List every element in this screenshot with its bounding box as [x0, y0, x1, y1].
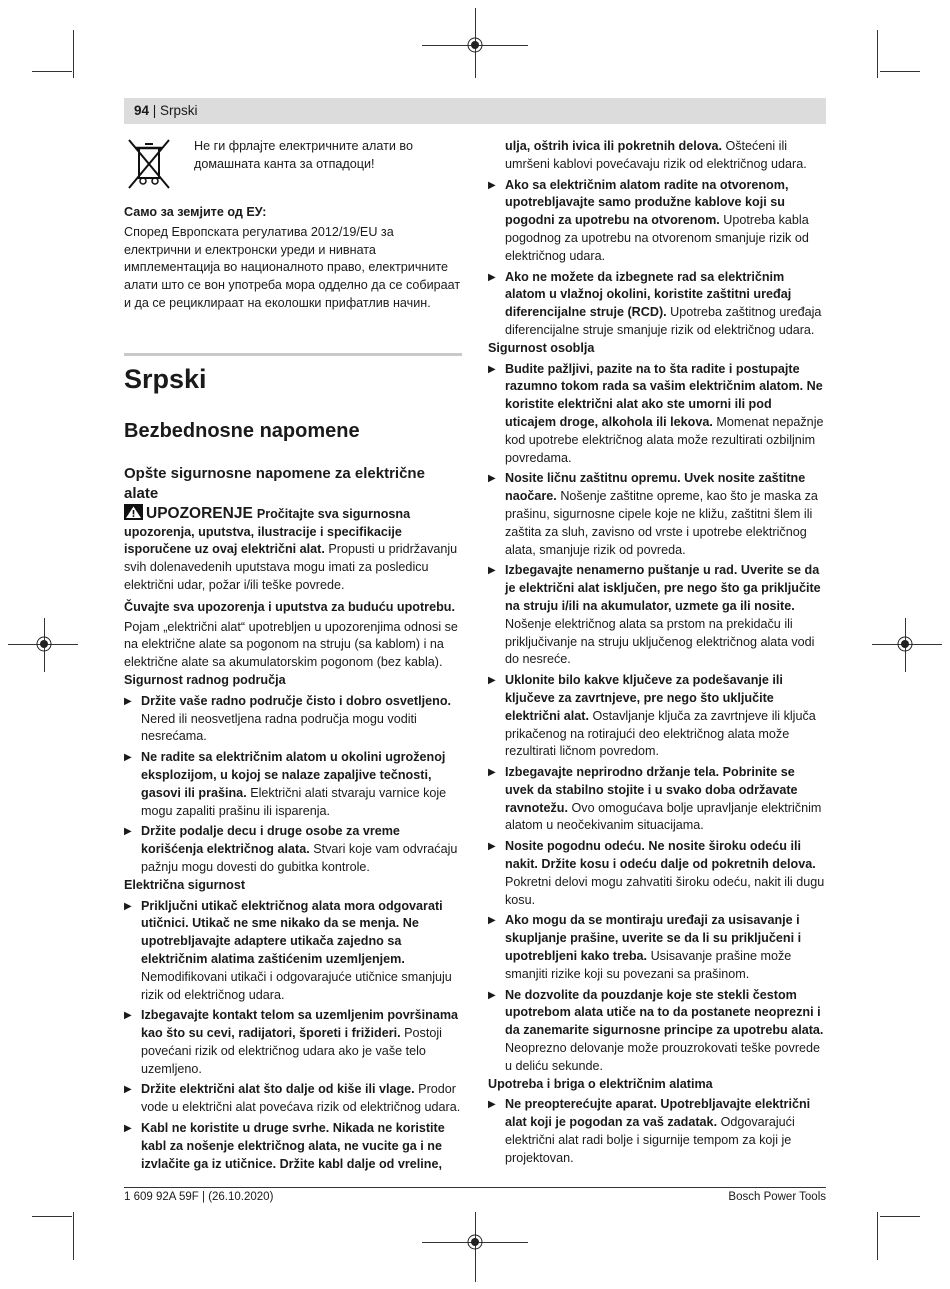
list-item: ▶ Nosite pogodnu odeću. Ne nosite široku odeću ili nakit. Držite kosu i odeću dalje od pokretnih delova. Pokretni delovi mogu zahvatiti široku odeću, nakit ili dugu kosu. — [488, 839, 825, 907]
brand-name: Bosch Power Tools — [728, 1191, 826, 1203]
eu-text: Според Европската регулатива 2012/19/EU за електрични и електронски уреди и нивната имплементација во националното право, електричните алати што се вон употреба мора одделно да се собираат и да се рециклираат на еколошки прифатлив начин. — [124, 224, 461, 310]
list-item: ▶ Držite električni alat što dalje od kiše ili vlage. Prodor vode u električni alat povećava rizik od električnog udara. — [124, 1082, 461, 1115]
warning-bold: Pročitajte sva sigurnosna upozorenja, uputstva, ilustracije i specifikacije isporučene uz ovaj električni alat. — [124, 506, 411, 557]
eu-title: Само за земјите од ЕУ: — [124, 205, 267, 219]
footer-divider — [124, 1187, 826, 1188]
arrow-right-icon: ▶ — [488, 767, 496, 779]
arrow-right-icon: ▶ — [124, 1010, 132, 1022]
crop-mark — [32, 71, 72, 72]
arrow-right-icon: ▶ — [488, 989, 496, 1001]
crop-mark — [877, 1212, 878, 1260]
crop-mark — [880, 71, 920, 72]
right-column — [488, 138, 826, 1168]
arrow-right-icon: ▶ — [488, 675, 496, 687]
crossed-bin-icon — [126, 138, 172, 190]
list-item: ▶ Uklonite bilo kakve ključeve za podešavanje ili ključeve za zavrtnjeve, pre nego što uključite električni alat. Ostavljanje ključa za zavrtnjeve ili ključa prikačenog na rotirajući deo električnog alata može rezultirati ličnom povredom. — [488, 673, 816, 759]
registration-mark-icon — [896, 635, 914, 653]
section-title-personal: Sigurnost osoblja — [488, 340, 595, 355]
arrow-right-icon: ▶ — [488, 915, 496, 927]
page-language: Srpski — [160, 103, 198, 118]
list-item: ▶ Držite podalje decu i druge osobe za vreme korišćenja električnog alata. Stvari koje vam odvraćaju pažnju mogu dovesti do gubitka kontrole. — [124, 824, 458, 874]
list-item: ▶ Držite vaše radno područje čisto i dobro osvetljeno. Nered ili neosvetljena radna područja mogu voditi nesrećama. — [124, 693, 452, 744]
arrow-right-icon: ▶ — [124, 695, 132, 707]
registration-mark-icon — [35, 635, 53, 653]
registration-mark-icon — [466, 1233, 484, 1251]
list-item-continuation: ulja, oštrih ivica ili pokretnih delova. Oštećeni ili umršeni kablovi povećavaju rizik od električnog udara. — [505, 139, 807, 171]
page-header-text: 94 | Srpski — [134, 103, 198, 118]
crop-mark — [880, 1216, 920, 1217]
warning-text: Propusti u pridržavanju svih dolenavedenih uputstava mogu imati za posledicu električni udar, požar i/ili teške povrede. — [124, 542, 458, 592]
safety-heading: Bezbednosne napomene — [124, 419, 360, 442]
disposal-text: Не ги фрлајте електричните алати во домашната канта за отпадоци! — [194, 139, 413, 171]
arrow-right-icon: ▶ — [124, 1084, 132, 1096]
section-title-tool-use: Upotreba i briga o električnim alatima — [488, 1076, 713, 1091]
arrow-right-icon: ▶ — [124, 826, 132, 838]
arrow-right-icon: ▶ — [488, 271, 496, 283]
crop-mark — [73, 1212, 74, 1260]
list-item: ▶ Ako mogu da se montiraju uređaji za usisavanje i skupljanje prašine, uverite se da li su priključeni i upotrebljeni kako treba. Usisavanje prašine može smanjiti rizike koji su povezani sa prašinom. — [488, 913, 802, 981]
general-heading: Opšte sigurnosne napomene za električne alate — [124, 464, 425, 502]
section-title-work-area: Sigurnost radnog područja — [124, 672, 286, 687]
warning-paragraph — [124, 504, 462, 595]
list-item: ▶ Ako ne možete da izbegnete rad sa električnim alatom u vlažnoj okolini, koristite zaštitni uređaj diferencijalne struje (RCD). Upotreba zaštitnog uređaja diferencijalne struje smanjuje rizik od električnog udara. — [488, 269, 822, 337]
list-item: ▶ Nosite ličnu zaštitnu opremu. Uvek nosite zaštitne naočare. Nošenje zaštitne opreme, kao što je maska za prašinu, sigurnosne cipele koje ne kližu, zaštitni šlem ili zaštita za sluh, zavisno od vrste i upotrebe električnog alata, smanjuje rizik od povreda. — [488, 471, 818, 557]
list-item: ▶ Ako sa električnim alatom radite na otvorenom, upotrebljavajte samo produžne kablove koji su pogodni za upotrebu na otvorenom. Upotreba kabla pogodnog za upotrebu na otvorenom smanjuje rizik od električnog udara. — [488, 177, 809, 263]
arrow-right-icon: ▶ — [488, 179, 496, 191]
warning-triangle-icon — [124, 504, 143, 520]
arrow-right-icon: ▶ — [124, 900, 132, 912]
left-column — [124, 138, 462, 1173]
term-note: Pojam „električni alat“ upotrebljen u upozorenjima odnosi se na električne alate sa pogonom na struju (sa kablom) i na električne alate sa akumulatorskim pogonom (bez kabla). — [124, 619, 458, 670]
registration-mark-icon — [466, 36, 484, 54]
section-title-electrical: Električna sigurnost — [124, 877, 246, 892]
page-number: 94 — [134, 103, 150, 118]
section-divider — [124, 353, 462, 356]
list-item: ▶ Ne preopterećujte aparat. Upotrebljavajte električni alat koji je pogodan za vaš zadatak. Odgovarajući električni alat radi bolje i sigurnije tempom za koji je projektovan. — [488, 1097, 811, 1165]
arrow-right-icon: ▶ — [488, 1099, 496, 1111]
arrow-right-icon: ▶ — [124, 752, 132, 764]
list-item: ▶ Kabl ne koristite u druge svrhe. Nikada ne koristite kabl za nošenje električnog alata, ne vucite ga i ne izvlačite ga iz utičnice. Držite kabl dalje od vreline, — [124, 1121, 445, 1171]
language-title: Srpski — [124, 363, 207, 394]
crop-mark — [73, 30, 74, 78]
list-item: ▶ Ne dozvolite da pouzdanje koje ste stekli čestom upotrebom alata utiče na to da postanete neoprezni i da zanemarite sigurnosne principe za upotrebu alata. Neoprezno delovanje može prouzrokovati teške povrede u deliću sekunde. — [488, 987, 824, 1073]
list-item: ▶ Izbegavajte kontakt telom sa uzemljenim površinama kao što su cevi, radijatori, šporeti i frižideri. Postoji povećani rizik od električnog udara ako je vaše telo uzemljeno. — [124, 1008, 459, 1076]
arrow-right-icon: ▶ — [124, 1123, 132, 1135]
list-item: ▶ Priključni utikač električnog alata mora odgovarati utičnici. Utikač ne sme nikako da se menja. Ne upotrebljavajte adaptere utikača zajedno sa električnim alatima zaštićenim uzemljenjem. Nemodifikovani utikači i odgovarajuće utičnice smanjuju rizik od električnog udara. — [124, 898, 452, 1002]
list-item: ▶ Ne radite sa električnim alatom u okolini ugroženoj eksplozijom, u kojoj se nalaze zapaljive tečnosti, gasovi ili prašina. Električni alati stvaraju varnice koje mogu zapaliti prašinu ili isparenja. — [124, 750, 447, 818]
list-item: ▶ Izbegavajte nenamerno puštanje u rad. Uverite se da je električni alat isključen, pre nego što ga priključite na struju i/ili na akumulator, uzmete ga ili nosite. Nošenje električnog alata sa prstom na prekidaču ili priključivanje na struju uključenog električnog alata vodi do nesreće. — [488, 563, 821, 667]
page-header — [124, 98, 826, 124]
keep-note: Čuvajte sva upozorenja i uputstva za buduću upotrebu. — [124, 599, 455, 614]
crop-mark — [877, 30, 878, 78]
document-code: 1 609 92A 59F | (26.10.2020) — [124, 1191, 274, 1203]
disposal-block — [124, 138, 462, 194]
warning-label: UPOZORENJE — [146, 504, 253, 522]
list-item: ▶ Budite pažljivi, pazite na to šta radite i postupajte razumno tokom rada sa vašim električnim alatom. Ne koristite električni alat ako ste umorni ili pod uticajem droge, alkohola ili lekova. Momenat nepažnje kod upotrebe električnog alata može rezultirati ozbiljnim povredama. — [488, 361, 824, 465]
arrow-right-icon: ▶ — [488, 565, 496, 577]
crop-mark — [32, 1216, 72, 1217]
arrow-right-icon: ▶ — [488, 473, 496, 485]
arrow-right-icon: ▶ — [488, 363, 496, 375]
list-item: ▶ Izbegavajte neprirodno držanje tela. Pobrinite se uvek da stabilno stojite i u svako doba održavate ravnotežu. Ovo omogućava bolje upravljanje električnim alatom u neočekivanim situacijama. — [488, 765, 822, 833]
arrow-right-icon: ▶ — [488, 841, 496, 853]
